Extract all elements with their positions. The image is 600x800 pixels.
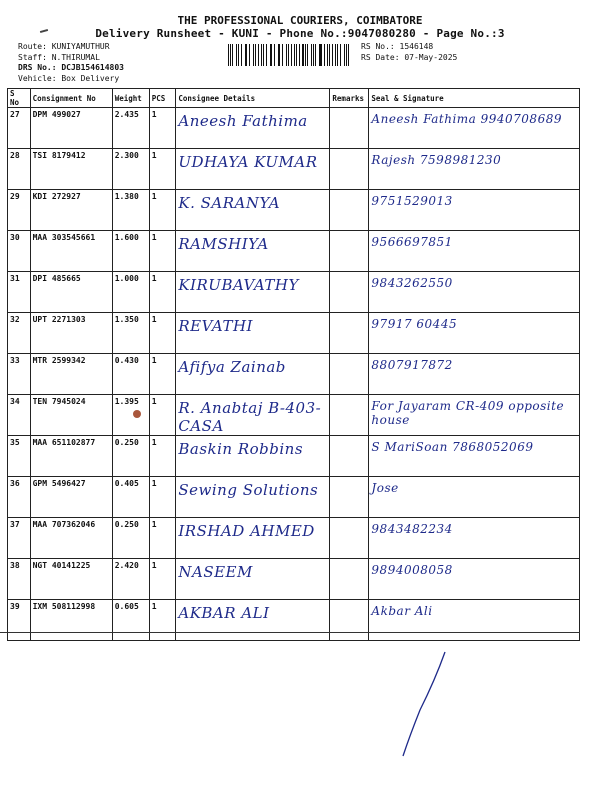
sno-cell: 33	[8, 354, 31, 395]
table-row	[8, 313, 580, 354]
table-row	[8, 108, 580, 149]
table-row	[8, 436, 580, 477]
remarks-cell	[330, 354, 369, 395]
consignee-cell: R. Anabtaj B-403-CASA	[176, 395, 330, 436]
vehicle-text: Vehicle: Box Delivery	[18, 73, 120, 83]
weight-cell: 0.250	[112, 436, 149, 477]
sno-cell: 36	[8, 477, 31, 518]
pcs-cell: 1	[149, 231, 176, 272]
table-header-row	[8, 89, 580, 108]
sno-cell: 35	[8, 436, 31, 477]
col-header-consignee: Consignee Details	[176, 89, 330, 108]
signature-cell: Akbar Ali	[369, 600, 580, 641]
consignment-cell: KDI 272927	[30, 190, 112, 231]
col-header-pcs: PCS	[149, 89, 176, 108]
consignee-cell: K. SARANYA	[176, 190, 330, 231]
remarks-cell	[330, 313, 369, 354]
barcode	[228, 44, 352, 66]
delivery-table-wrapper	[7, 88, 580, 641]
company-title: THE PROFESSIONAL COURIERS, COIMBATORE	[177, 14, 423, 27]
table-row	[8, 149, 580, 190]
col-header-remarks: Remarks	[330, 89, 369, 108]
runsheet-meta-right	[361, 42, 457, 63]
signature-cell: Aneesh Fathima 9940708689	[369, 108, 580, 149]
pen-stroke	[395, 650, 455, 760]
signature-cell: 9894008058	[369, 559, 580, 600]
weight-cell: 0.605	[112, 600, 149, 641]
consignee-cell: RAMSHIYA	[176, 231, 330, 272]
signature-cell: 9843482234	[369, 518, 580, 559]
consignee-cell: KIRUBAVATHY	[176, 272, 330, 313]
weight-cell: 0.250	[112, 518, 149, 559]
pcs-cell: 1	[149, 600, 176, 641]
consignee-cell: IRSHAD AHMED	[176, 518, 330, 559]
consignment-cell: MTR 2599342	[30, 354, 112, 395]
signature-cell: S MariSoan 7868052069	[369, 436, 580, 477]
weight-cell: 1.350	[112, 313, 149, 354]
pcs-cell: 1	[149, 313, 176, 354]
remarks-cell	[330, 231, 369, 272]
consignment-cell: UPT 2271303	[30, 313, 112, 354]
pcs-cell: 1	[149, 395, 176, 436]
table-row	[8, 559, 580, 600]
consignee-cell: AKBAR ALI	[176, 600, 330, 641]
pcs-cell: 1	[149, 272, 176, 313]
weight-cell: 1.395	[112, 395, 149, 436]
drs-text: DRS No.: DCJB154614803	[18, 63, 124, 72]
consignment-cell: GPM 5496427	[30, 477, 112, 518]
pcs-cell: 1	[149, 518, 176, 559]
sno-cell: 28	[8, 149, 31, 190]
consignee-cell: REVATHI	[176, 313, 330, 354]
runsheet-meta-left	[18, 42, 124, 84]
pcs-cell: 1	[149, 477, 176, 518]
col-header-consignment: Consignment No	[30, 89, 112, 108]
consignee-cell: Aneesh Fathima	[176, 108, 330, 149]
remarks-cell	[330, 436, 369, 477]
weight-cell: 1.380	[112, 190, 149, 231]
table-row	[8, 395, 580, 436]
signature-cell: For Jayaram CR-409 opposite house	[369, 395, 580, 436]
weight-cell: 2.435	[112, 108, 149, 149]
pcs-cell: 1	[149, 190, 176, 231]
table-row	[8, 354, 580, 395]
weight-cell: 1.600	[112, 231, 149, 272]
delivery-table	[7, 88, 580, 641]
consignee-cell: Baskin Robbins	[176, 436, 330, 477]
pcs-cell: 1	[149, 354, 176, 395]
sno-cell: 30	[8, 231, 31, 272]
pcs-cell: 1	[149, 149, 176, 190]
remarks-cell	[330, 559, 369, 600]
rs-number-text: RS No.: 1546148	[361, 42, 434, 51]
remarks-cell	[330, 395, 369, 436]
col-header-weight: Weight	[112, 89, 149, 108]
sno-cell: 31	[8, 272, 31, 313]
col-header-sno: S No	[8, 89, 31, 108]
signature-cell: 97917 60445	[369, 313, 580, 354]
sno-cell: 34	[8, 395, 31, 436]
consignment-cell: TEN 7945024	[30, 395, 112, 436]
remarks-cell	[330, 149, 369, 190]
table-row	[8, 190, 580, 231]
consignment-cell: IXM 508112998	[30, 600, 112, 641]
ink-stain	[133, 410, 141, 418]
signature-cell: 8807917872	[369, 354, 580, 395]
route-text: Route: KUNIYAMUTHUR	[18, 42, 110, 51]
table-bottom-rule	[0, 632, 580, 633]
weight-cell: 2.300	[112, 149, 149, 190]
consignment-cell: DPI 485665	[30, 272, 112, 313]
signature-cell: 9751529013	[369, 190, 580, 231]
remarks-cell	[330, 600, 369, 641]
col-header-signature: Seal & Signature	[369, 89, 580, 108]
table-row	[8, 518, 580, 559]
consignee-cell: Sewing Solutions	[176, 477, 330, 518]
signature-cell: Rajesh 7598981230	[369, 149, 580, 190]
consignment-cell: TSI 8179412	[30, 149, 112, 190]
sno-cell: 39	[8, 600, 31, 641]
weight-cell: 2.420	[112, 559, 149, 600]
table-row	[8, 600, 580, 641]
rs-date-text: RS Date: 07-May-2025	[361, 52, 458, 62]
sno-cell: 32	[8, 313, 31, 354]
signature-cell: 9566697851	[369, 231, 580, 272]
weight-cell: 0.405	[112, 477, 149, 518]
remarks-cell	[330, 272, 369, 313]
weight-cell: 0.430	[112, 354, 149, 395]
remarks-cell	[330, 190, 369, 231]
remarks-cell	[330, 477, 369, 518]
pcs-cell: 1	[149, 436, 176, 477]
sno-cell: 29	[8, 190, 31, 231]
signature-cell: 9843262550	[369, 272, 580, 313]
signature-cell: Jose	[369, 477, 580, 518]
runsheet-subtitle: Delivery Runsheet - KUNI - Phone No.:9047080280 - Page No.:3	[95, 27, 505, 40]
consignment-cell: NGT 40141225	[30, 559, 112, 600]
staff-text: Staff: N.THIRUMAL	[18, 52, 100, 62]
pcs-cell: 1	[149, 108, 176, 149]
table-row	[8, 477, 580, 518]
pcs-cell: 1	[149, 559, 176, 600]
consignee-cell: Afifya Zainab	[176, 354, 330, 395]
weight-cell: 1.000	[112, 272, 149, 313]
consignee-cell: NASEEM	[176, 559, 330, 600]
table-row	[8, 272, 580, 313]
remarks-cell	[330, 518, 369, 559]
sno-cell: 37	[8, 518, 31, 559]
consignment-cell: DPM 499027	[30, 108, 112, 149]
remarks-cell	[330, 108, 369, 149]
sno-cell: 27	[8, 108, 31, 149]
sno-cell: 38	[8, 559, 31, 600]
consignment-cell: MAA 303545661	[30, 231, 112, 272]
consignment-cell: MAA 651102877	[30, 436, 112, 477]
consignment-cell: MAA 707362046	[30, 518, 112, 559]
table-row	[8, 231, 580, 272]
consignee-cell: UDHAYA KUMAR	[176, 149, 330, 190]
